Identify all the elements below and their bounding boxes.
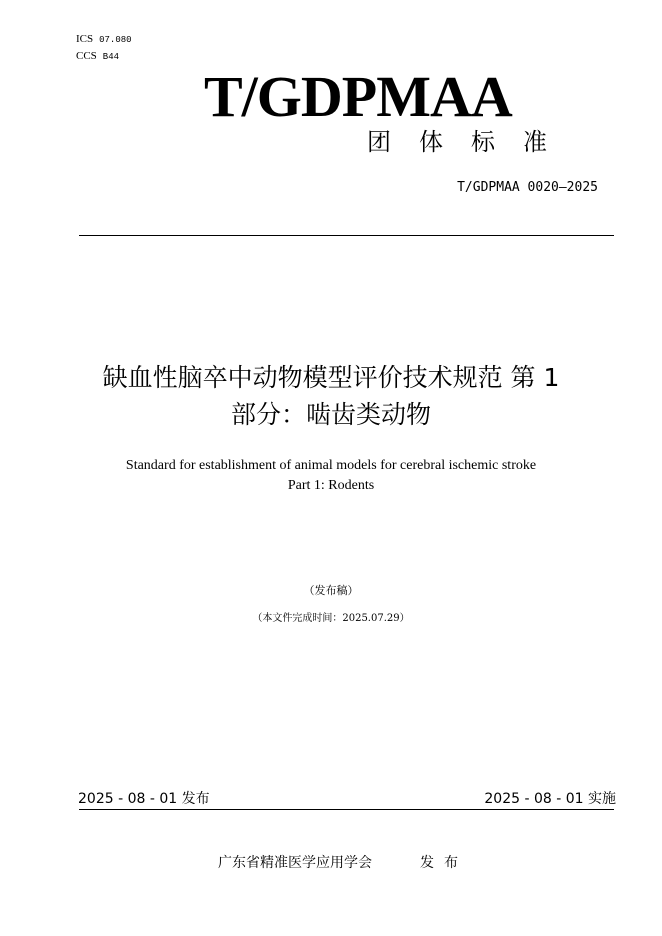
ics-value: 07.080 bbox=[99, 35, 132, 45]
title-english-line-1: Standard for establishment of animal models for cerebral ischemic stroke bbox=[125, 458, 537, 473]
title-chinese bbox=[40, 359, 622, 433]
ics-label: ICS bbox=[76, 33, 94, 45]
draft-status: （发布稿） bbox=[303, 584, 359, 597]
implementation-date: 2025 - 08 - 01 实施 bbox=[484, 791, 616, 807]
title-english-line-2: Part 1: Rodents bbox=[287, 478, 375, 493]
publisher-name: 广东省精准医学应用学会 bbox=[218, 855, 372, 871]
publish-label: 发布 bbox=[420, 855, 468, 871]
organization-logo: T/GDPMAA bbox=[204, 64, 512, 129]
standard-type: 团体标准 bbox=[367, 128, 575, 156]
title-chinese-line-2: 部分：啮齿类动物 bbox=[230, 400, 431, 429]
title-english bbox=[40, 456, 622, 496]
completion-time: （本文件完成时间：2025.07.29） bbox=[252, 613, 410, 624]
title-chinese-line-1: 缺血性脑卒中动物模型评价技术规范 第 1 bbox=[102, 363, 560, 392]
release-date: 2025 - 08 - 01 发布 bbox=[78, 791, 210, 807]
ccs-value: B44 bbox=[102, 52, 119, 62]
ccs-label: CCS bbox=[76, 50, 97, 62]
ics-classification bbox=[76, 33, 132, 46]
standard-number: T/GDPMAA 0020—2025 bbox=[457, 180, 598, 195]
ccs-classification bbox=[76, 50, 119, 63]
header-divider bbox=[79, 235, 614, 236]
footer-divider bbox=[79, 809, 614, 810]
